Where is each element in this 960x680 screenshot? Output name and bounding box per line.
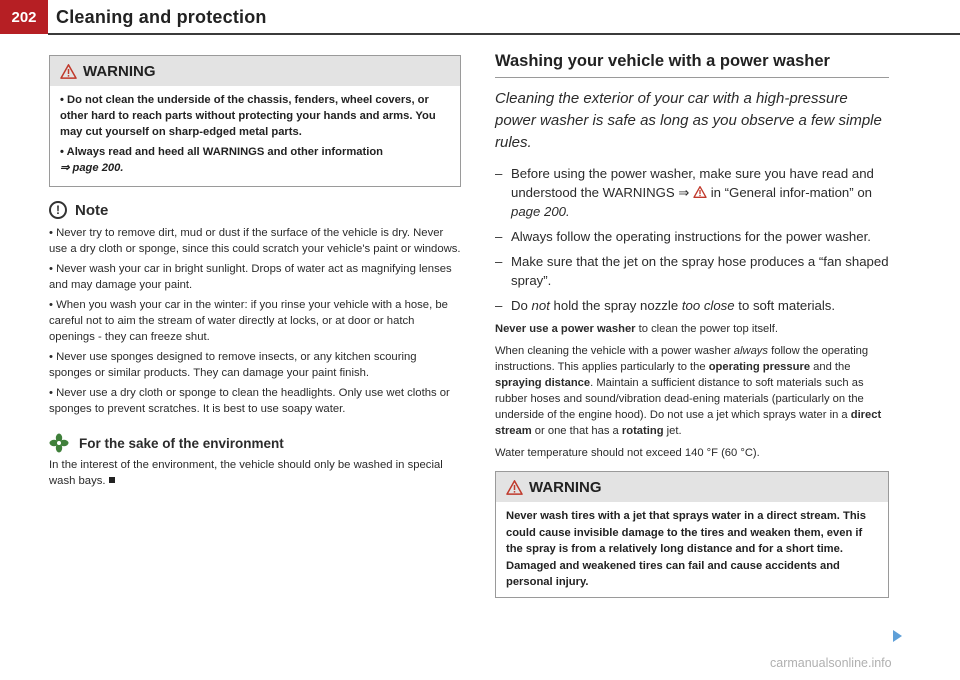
note-header — [49, 201, 461, 219]
page-header-title: Cleaning and protection — [56, 7, 267, 27]
note-item: • Never use a dry cloth or sponge to clean the headlights. Only use wet cloths or sponges to prevent scratches. It is best to use soapy water. — [49, 387, 450, 415]
note-item: • Never wash your car in bright sunlight. Drops of water act as magnifying lenses and may damage your paint. — [49, 263, 452, 291]
warning-box — [49, 55, 461, 187]
environment-text: In the interest of the environment, the vehicle should only be washed in special wash bays. — [49, 459, 443, 487]
note-exclamation-icon: ! — [49, 201, 67, 219]
paragraph-temperature: Water temperature should not exceed 140 °F (60 °C). — [495, 447, 760, 459]
note-label: Note — [75, 201, 109, 219]
environment-label: For the sake of the environment — [79, 435, 284, 451]
leaf-icon — [49, 433, 69, 453]
note-body — [49, 225, 461, 417]
warning-reference: ⇒ page 200. — [60, 162, 124, 174]
page-number: 202 — [0, 0, 48, 34]
steps-list — [495, 164, 889, 315]
note-item: • Never try to remove dirt, mud or dust if the surface of the vehicle is dry. Never use a dry cloth or sponge, since this could scratch your vehicle's paint or windows. — [49, 227, 461, 255]
paragraph-power-top: Never use a power washer to clean the power top itself. — [495, 323, 778, 335]
warning-body: Never wash tires with a jet that sprays water in a direct stream. This could cause invisible damage to the tires and weaken them, even if the spray is from a relatively long distance and for a short time. Damaged and weakened tires can fail and cause accidents and personal injury. — [506, 510, 866, 588]
step-item: – Always follow the operating instructions for the power washer. — [495, 229, 871, 244]
warning-box-tires — [495, 471, 889, 598]
note-item: • Never use sponges designed to remove insects, or any kitchen scouring sponges or similar products. They can damage your paint finish. — [49, 351, 417, 379]
environment-header — [49, 433, 461, 453]
header-rule — [48, 33, 960, 35]
warning-body — [50, 86, 460, 186]
step-item: – Before using the power washer, make sure you have read and understood the WARNINGS ⇒ in “General infor-mation” on page 200. — [495, 166, 874, 219]
note-item: • When you wash your car in the winter: if you rinse your vehicle with a hose, be careful not to aim the stream of water directly at locks, or at door or hatch openings - they can freeze shut. — [49, 299, 448, 343]
section-end-mark — [109, 477, 115, 483]
section-title: Washing your vehicle with a power washer — [495, 52, 889, 78]
paragraph-instructions: When cleaning the vehicle with a power washer always follow the operating instructions. This applies particularly to the operating pressure and the spraying distance. Maintain a sufficient distance to soft materials such as rubber hoses and sound/vibration dead-ening materials (particularly on the underside of the engine hood). Do not use a jet which sprays water in a direct stream or one that has a rotating jet. — [495, 345, 882, 437]
warning-label: WARNING — [83, 63, 156, 80]
left-column — [49, 55, 461, 489]
warning-header — [496, 472, 888, 502]
warning-item: • Always read and heed all WARNINGS and other information — [60, 146, 384, 158]
step-item: – Make sure that the jet on the spray hose produces a “fan shaped spray”. — [495, 254, 889, 288]
step-item: – Do not hold the spray nozzle too close to soft materials. — [495, 298, 836, 313]
watermark: carmanualsonline.info — [770, 656, 892, 670]
warning-triangle-icon — [506, 480, 523, 495]
warning-triangle-icon — [60, 64, 77, 79]
warning-label: WARNING — [529, 479, 602, 496]
warning-header — [50, 56, 460, 86]
section-intro: Cleaning the exterior of your car with a high-pressure power washer is safe as long as you observe a few simple rules. — [495, 90, 882, 151]
next-page-arrow-icon — [893, 630, 902, 642]
right-column — [495, 52, 889, 598]
warning-triangle-icon — [693, 186, 707, 198]
warning-item: • Do not clean the underside of the chassis, fenders, wheel covers, or other hard to reach parts without protecting your hands and arms. You may cut yourself on sharp-edged metal parts. — [60, 94, 436, 138]
